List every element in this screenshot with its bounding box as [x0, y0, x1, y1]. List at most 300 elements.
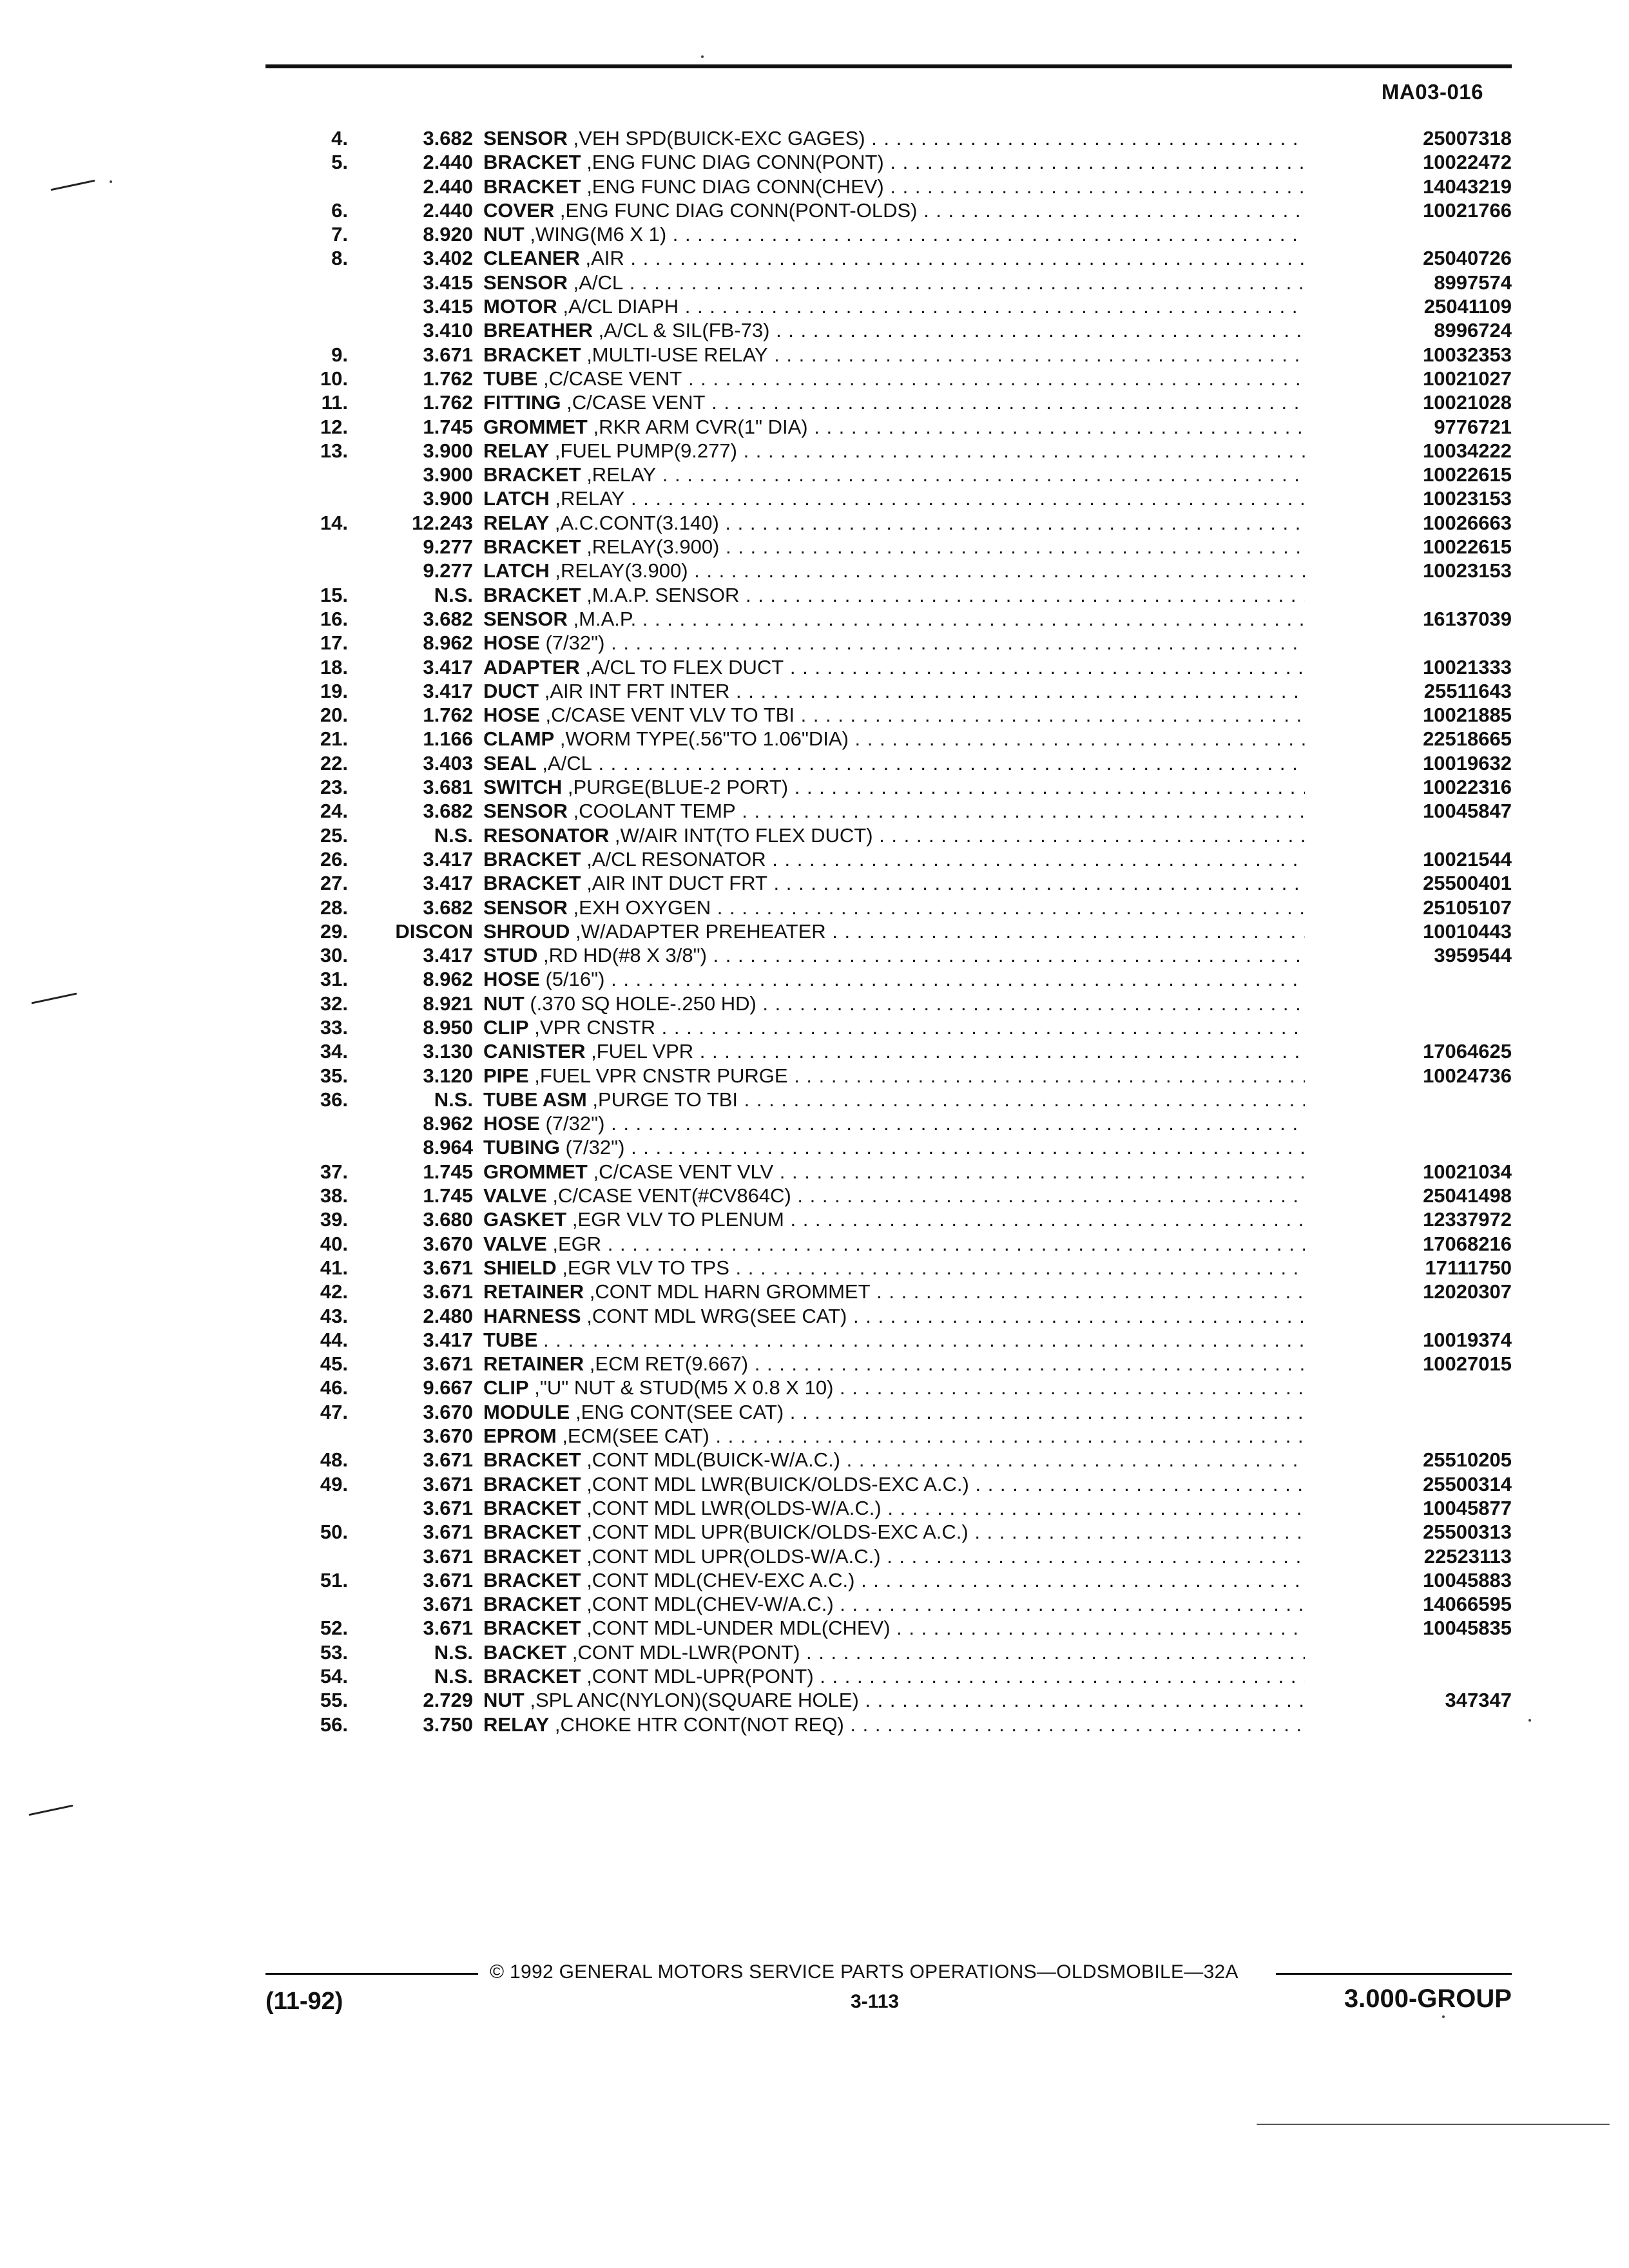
group-number: 8.962 [423, 1112, 473, 1135]
part-detail: ,EGR VLV TO TPS [562, 1256, 729, 1279]
part-description [483, 390, 1305, 414]
part-description [483, 1352, 1305, 1376]
part-name: BRACKET [483, 1472, 581, 1495]
part-detail: (5/16") [545, 968, 605, 991]
part-description [483, 439, 1305, 463]
group-number: 3.670 [423, 1425, 473, 1448]
part-name: NUT [483, 223, 525, 246]
part-description [483, 919, 1305, 943]
page-number: 3-113 [851, 1991, 900, 2012]
part-number: 10026663 [1423, 511, 1512, 534]
part-detail: (7/32") [565, 1136, 625, 1159]
part-number: 10045877 [1423, 1496, 1512, 1519]
item-number: 37. [320, 1160, 348, 1183]
part-detail: ,W/ADAPTER PREHEATER [575, 919, 826, 943]
list-item [265, 823, 1512, 847]
part-name: LATCH [483, 559, 550, 582]
part-name: PIPE [483, 1064, 529, 1087]
list-item [265, 727, 1512, 751]
copyright-notice: © 1992 GENERAL MOTORS SERVICE PARTS OPERATIONS—OLDSMOBILE—32A [490, 1961, 1239, 1983]
group-number: 2.440 [423, 175, 473, 198]
group-number: 3.900 [423, 463, 473, 486]
part-description [483, 1544, 1305, 1568]
group-number: 3.671 [423, 1448, 473, 1472]
item-number: 36. [320, 1088, 348, 1111]
part-name: RELAY [483, 439, 550, 462]
part-detail: ,A/CL [573, 271, 624, 294]
item-number: 15. [320, 583, 348, 606]
part-detail: ,CONT MDL WRG(SEE CAT) [586, 1304, 847, 1327]
part-name: GROMMET [483, 415, 588, 438]
part-description [483, 1640, 1305, 1664]
part-number: 25500314 [1423, 1472, 1512, 1495]
list-item [265, 1592, 1512, 1616]
part-description [483, 1184, 1305, 1207]
part-description [483, 511, 1305, 535]
group-number: 3.417 [423, 847, 473, 870]
list-item [265, 1472, 1512, 1496]
part-number: 10045847 [1423, 800, 1512, 823]
scan-line [1257, 2124, 1610, 2125]
group-number: 1.762 [423, 367, 473, 390]
part-name: CLIP [483, 1376, 529, 1399]
group-number: 3.120 [423, 1064, 473, 1087]
part-name: RESONATOR [483, 823, 610, 847]
part-description [483, 1088, 1305, 1111]
list-item [265, 751, 1512, 775]
part-description [483, 1015, 1305, 1039]
group-number: 2.729 [423, 1689, 473, 1712]
part-name: BRACKET [483, 1496, 581, 1519]
part-name: HOSE [483, 631, 540, 655]
part-number: 25510205 [1423, 1448, 1512, 1472]
group-number: 9.277 [423, 559, 473, 582]
part-description [483, 775, 1305, 799]
part-number: 25500313 [1423, 1521, 1512, 1544]
item-number: 26. [320, 847, 348, 870]
part-name: STUD [483, 944, 538, 967]
part-number: 14043219 [1423, 175, 1512, 198]
part-number: 12020307 [1423, 1280, 1512, 1303]
part-number: 8996724 [1434, 319, 1512, 342]
part-detail: ,C/CASE VENT(#CV864C) [552, 1184, 791, 1207]
item-number: 17. [320, 631, 348, 655]
part-description [483, 1472, 1305, 1496]
group-number: 3.900 [423, 487, 473, 510]
item-number: 38. [320, 1184, 348, 1207]
part-number: 9776721 [1434, 415, 1512, 438]
part-detail: ,C/CASE VENT VLV [593, 1160, 774, 1183]
part-name: FITTING [483, 391, 561, 414]
part-description [483, 1232, 1305, 1256]
part-name: BRACKET [483, 1544, 581, 1568]
item-number: 25. [320, 823, 348, 847]
item-number: 10. [320, 367, 348, 390]
item-number: 44. [320, 1328, 348, 1351]
item-number: 5. [331, 151, 348, 174]
group-code: 3.000-GROUP [1344, 1984, 1512, 2013]
item-number: 28. [320, 896, 348, 919]
group-number: 1.762 [423, 391, 473, 414]
part-number: 8997574 [1434, 271, 1512, 294]
part-name: VALVE [483, 1232, 547, 1255]
part-description [483, 1400, 1305, 1424]
part-description [483, 1616, 1305, 1640]
part-detail: ,RELAY [555, 487, 625, 510]
item-number: 12. [320, 415, 348, 438]
part-name: TUBE [483, 367, 538, 390]
part-description [483, 1280, 1305, 1303]
group-number: 8.950 [423, 1015, 473, 1039]
part-description [483, 799, 1305, 823]
group-number: 8.964 [423, 1136, 473, 1159]
item-number: 54. [320, 1665, 348, 1687]
part-detail: ,CONT MDL(CHEV-W/A.C.) [586, 1593, 834, 1616]
list-item [265, 775, 1512, 799]
list-item [265, 1088, 1512, 1111]
scan-speck [1528, 1719, 1531, 1722]
item-number: 21. [320, 727, 348, 751]
part-description [483, 367, 1305, 390]
list-item [265, 343, 1512, 367]
group-number: N.S. [434, 823, 473, 847]
part-name: SHIELD [483, 1256, 557, 1279]
part-description [483, 1568, 1305, 1592]
item-number: 40. [320, 1232, 348, 1255]
part-number: 10032353 [1423, 343, 1512, 366]
group-number: N.S. [434, 1088, 473, 1111]
part-name: HARNESS [483, 1304, 581, 1327]
part-name: HOSE [483, 968, 540, 991]
part-name: NUT [483, 1689, 525, 1712]
list-item [265, 415, 1512, 439]
item-number: 42. [320, 1280, 348, 1303]
list-item [265, 871, 1512, 895]
part-name: EPROM [483, 1425, 557, 1448]
part-number: 10024736 [1423, 1064, 1512, 1087]
part-name: CLAMP [483, 727, 555, 751]
list-item [265, 799, 1512, 823]
part-name: CANISTER [483, 1040, 586, 1063]
binder-hole-mark [28, 1805, 73, 1816]
item-number: 18. [320, 655, 348, 678]
part-detail: ,ENG CONT(SEE CAT) [575, 1400, 784, 1423]
item-number: 39. [320, 1208, 348, 1231]
part-detail: ,FUEL VPR CNSTR PURGE [534, 1064, 788, 1087]
part-number: 10021027 [1423, 367, 1512, 390]
part-number: 10021034 [1423, 1160, 1512, 1183]
part-description [483, 823, 1305, 847]
part-number: 10021766 [1423, 198, 1512, 222]
item-number: 47. [320, 1400, 348, 1423]
part-detail: ,ECM(SEE CAT) [562, 1425, 709, 1448]
group-number: 3.671 [423, 343, 473, 366]
part-name: RETAINER [483, 1280, 584, 1303]
part-detail: ,ENG FUNC DIAG CONN(PONT-OLDS) [559, 198, 918, 222]
part-name: LATCH [483, 487, 550, 510]
part-number: 10019632 [1423, 751, 1512, 774]
part-description [483, 294, 1305, 318]
group-number: 3.417 [423, 679, 473, 702]
part-description [483, 1256, 1305, 1280]
part-description [483, 150, 1305, 174]
group-number: 3.682 [423, 607, 473, 630]
part-name: BRACKET [483, 463, 581, 486]
list-item [265, 1544, 1512, 1568]
group-number: 3.671 [423, 1352, 473, 1376]
part-detail: (7/32") [545, 1112, 605, 1135]
part-number: 22523113 [1423, 1544, 1512, 1568]
part-number: 347347 [1445, 1689, 1512, 1712]
part-description [483, 631, 1305, 655]
list-item [265, 390, 1512, 414]
list-item [265, 943, 1512, 967]
list-item [265, 1015, 1512, 1039]
group-number: N.S. [434, 583, 473, 606]
part-detail: ,CONT MDL UPR(BUICK/OLDS-EXC A.C.) [586, 1521, 969, 1544]
item-number: 46. [320, 1376, 348, 1399]
part-description [483, 1448, 1305, 1472]
part-detail: ,ECM RET(9.667) [589, 1352, 749, 1376]
part-name: SENSOR [483, 896, 568, 919]
item-number: 51. [320, 1568, 348, 1591]
list-item [265, 1184, 1512, 1207]
list-item [265, 1232, 1512, 1256]
group-number: 2.480 [423, 1304, 473, 1327]
part-detail: ,A/CL [542, 751, 592, 774]
list-item [265, 511, 1512, 535]
item-number: 4. [331, 127, 348, 149]
part-detail: ,RELAY(3.900) [555, 559, 688, 582]
part-description [483, 583, 1305, 607]
item-number: 45. [320, 1352, 348, 1376]
item-number: 53. [320, 1640, 348, 1664]
part-name: BACKET [483, 1640, 567, 1664]
part-number: 10019374 [1423, 1328, 1512, 1351]
part-description [483, 871, 1305, 895]
list-item [265, 367, 1512, 390]
part-number: 25041498 [1423, 1184, 1512, 1207]
part-number: 25105107 [1423, 896, 1512, 919]
part-detail: ,CONT MDL HARN GROMMET [589, 1280, 871, 1303]
group-number: 3.682 [423, 800, 473, 823]
part-detail: ,MULTI-USE RELAY [586, 343, 768, 366]
part-detail: ,CHOKE HTR CONT(NOT REQ) [554, 1713, 844, 1736]
group-number: 2.440 [423, 198, 473, 222]
part-detail: ,CONT MDL-UNDER MDL(CHEV) [586, 1617, 891, 1640]
footer-rule-right [1276, 1973, 1512, 1975]
part-name: TUBE ASM [483, 1088, 587, 1111]
part-description [483, 943, 1305, 967]
part-name: GROMMET [483, 1160, 588, 1183]
part-name: TUBING [483, 1136, 560, 1159]
part-number: 17068216 [1423, 1232, 1512, 1255]
item-number: 35. [320, 1064, 348, 1087]
item-number: 24. [320, 800, 348, 823]
part-description [483, 727, 1305, 751]
list-item [265, 222, 1512, 246]
list-item [265, 703, 1512, 727]
item-number: 31. [320, 968, 348, 991]
group-number: 8.962 [423, 968, 473, 991]
part-name: CLEANER [483, 247, 580, 270]
part-number: 10021885 [1423, 704, 1512, 727]
part-name: RELAY [483, 511, 550, 534]
group-number: N.S. [434, 1640, 473, 1664]
part-description [483, 415, 1305, 439]
part-description [483, 535, 1305, 559]
list-item [265, 1064, 1512, 1088]
group-number: 8.962 [423, 631, 473, 655]
list-item [265, 1135, 1512, 1159]
list-item [265, 1448, 1512, 1472]
item-number: 52. [320, 1617, 348, 1640]
list-item [265, 655, 1512, 679]
list-item [265, 896, 1512, 919]
part-detail: ,CONT MDL(CHEV-EXC A.C.) [586, 1568, 855, 1591]
footer-rule-left [265, 1973, 478, 1975]
item-number: 29. [320, 919, 348, 943]
part-description [483, 559, 1305, 582]
group-number: 3.681 [423, 776, 473, 799]
item-number: 11. [321, 391, 348, 414]
part-number: 10023153 [1423, 487, 1512, 510]
part-name: SENSOR [483, 607, 568, 630]
part-description [483, 463, 1305, 486]
group-number: 3.900 [423, 439, 473, 462]
part-name: SENSOR [483, 800, 568, 823]
group-number: 3.403 [423, 751, 473, 774]
part-name: BRACKET [483, 1617, 581, 1640]
part-description [483, 318, 1305, 342]
part-description [483, 1328, 1305, 1352]
item-number: 13. [320, 439, 348, 462]
part-description [483, 1160, 1305, 1184]
item-number: 16. [320, 607, 348, 630]
part-detail: ,C/CASE VENT [543, 367, 682, 390]
group-number: 3.417 [423, 655, 473, 678]
part-detail: ,AIR INT DUCT FRT [586, 872, 767, 895]
list-item [265, 1304, 1512, 1328]
part-name: BRACKET [483, 343, 581, 366]
group-number: 3.670 [423, 1400, 473, 1423]
group-number: 3.417 [423, 872, 473, 895]
part-name: SHROUD [483, 919, 570, 943]
part-number: 25040726 [1423, 247, 1512, 270]
list-item [265, 1111, 1512, 1135]
list-item [265, 318, 1512, 342]
list-item [265, 559, 1512, 582]
list-item [265, 198, 1512, 222]
part-detail: ,WORM TYPE(.56"TO 1.06"DIA) [559, 727, 849, 751]
group-number: 3.680 [423, 1208, 473, 1231]
part-description [483, 1520, 1305, 1544]
list-item [265, 1616, 1512, 1640]
part-number: 10021333 [1423, 655, 1512, 678]
item-number: 50. [320, 1521, 348, 1544]
part-number: 14066595 [1423, 1593, 1512, 1616]
part-description [483, 1592, 1305, 1616]
part-detail: ,SPL ANC(NYLON)(SQUARE HOLE) [530, 1689, 859, 1712]
list-item [265, 439, 1512, 463]
part-number: 17064625 [1423, 1040, 1512, 1063]
part-detail: ,A.C.CONT(3.140) [554, 511, 719, 534]
list-item [265, 1400, 1512, 1424]
list-item [265, 1520, 1512, 1544]
part-detail: ,ENG FUNC DIAG CONN(PONT) [586, 151, 884, 174]
part-detail: ,WING(M6 X 1) [530, 223, 667, 246]
parts-list [265, 126, 1512, 1736]
part-name: ADAPTER [483, 655, 580, 678]
list-item [265, 1496, 1512, 1520]
part-description [483, 343, 1305, 367]
part-detail: (7/32") [545, 631, 605, 655]
part-name: GASKET [483, 1208, 567, 1231]
part-detail: ,AIR INT FRT INTER [544, 679, 730, 702]
item-number: 30. [320, 944, 348, 967]
part-detail: ,W/AIR INT(TO FLEX DUCT) [614, 823, 873, 847]
list-item [265, 535, 1512, 559]
part-description [483, 679, 1305, 703]
group-number: 9.277 [423, 535, 473, 559]
item-number: 49. [320, 1472, 348, 1495]
group-number: 1.166 [423, 727, 473, 751]
part-description [483, 271, 1305, 294]
part-number: 10022615 [1423, 463, 1512, 486]
part-detail: ,RD HD(#8 X 3/8") [543, 944, 707, 967]
part-description [483, 896, 1305, 919]
group-number: DISCON [395, 919, 473, 943]
group-number: 3.682 [423, 127, 473, 149]
part-number: 17111750 [1425, 1256, 1512, 1279]
part-name: NUT [483, 992, 525, 1015]
part-detail: ,M.A.P. SENSOR [586, 583, 740, 606]
part-name: BRACKET [483, 1521, 581, 1544]
part-description [483, 126, 1305, 150]
list-item [265, 150, 1512, 174]
part-detail: ,RKR ARM CVR(1" DIA) [593, 415, 808, 438]
part-name: BRACKET [483, 175, 581, 198]
part-name: SEAL [483, 751, 537, 774]
part-detail: ,CONT MDL(BUICK-W/A.C.) [586, 1448, 840, 1472]
group-number: 3.417 [423, 944, 473, 967]
part-detail: ,CONT MDL UPR(OLDS-W/A.C.) [586, 1544, 881, 1568]
part-detail: ,CONT MDL LWR(BUICK/OLDS-EXC A.C.) [586, 1472, 969, 1495]
list-item [265, 1328, 1512, 1352]
list-item [265, 1352, 1512, 1376]
group-number: 3.417 [423, 1328, 473, 1351]
part-description [483, 607, 1305, 631]
part-description [483, 1039, 1305, 1063]
part-number: 25500401 [1423, 872, 1512, 895]
part-number: 25511643 [1423, 679, 1512, 702]
group-number: 1.745 [423, 415, 473, 438]
part-description [483, 1424, 1305, 1448]
part-description [483, 1207, 1305, 1231]
part-description [483, 1496, 1305, 1520]
part-description [483, 751, 1305, 775]
part-name: BRACKET [483, 535, 581, 559]
part-name: MOTOR [483, 295, 557, 318]
item-number: 43. [320, 1304, 348, 1327]
list-item [265, 967, 1512, 991]
revision-date: (11-92) [265, 1988, 343, 2015]
part-name: SWITCH [483, 776, 563, 799]
group-number: 3.671 [423, 1472, 473, 1495]
part-description [483, 198, 1305, 222]
part-detail: ,RELAY(3.900) [586, 535, 720, 559]
part-name: BRACKET [483, 1665, 581, 1687]
